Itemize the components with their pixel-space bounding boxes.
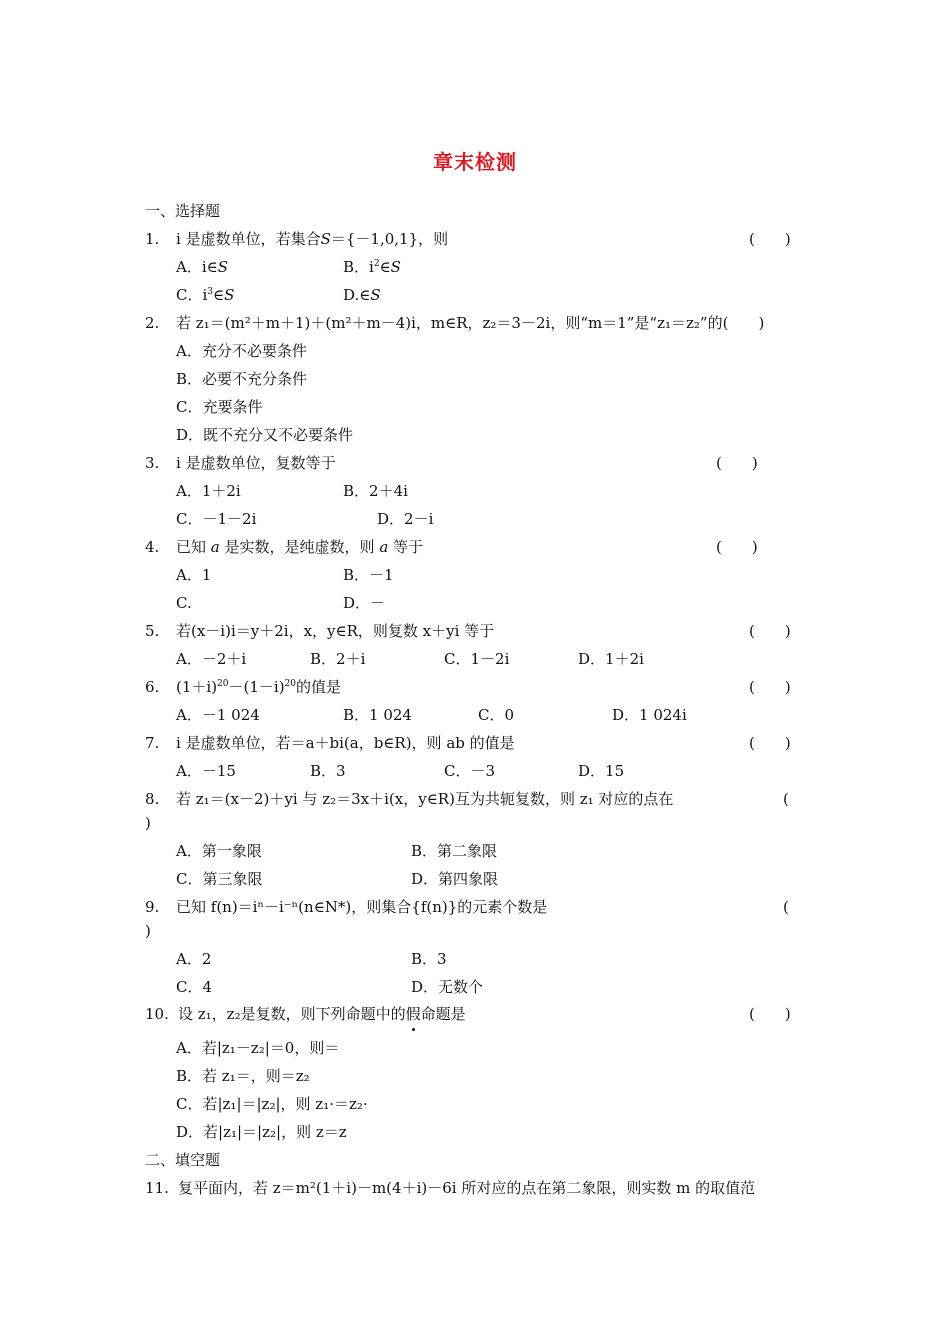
question-6-option-a: A．－1 024: [176, 706, 260, 724]
question-9-option-a: A．2: [176, 950, 212, 968]
question-3-option-c: C．－1－2i: [176, 510, 257, 528]
question-7-option-d: D．15: [578, 762, 625, 780]
question-9-paren-close: ): [145, 922, 151, 940]
question-7-stem: i 是虚数单位，若＝a＋bi(a，b∈R)，则 ab 的值是: [176, 734, 515, 752]
question-7-option-c: C．－3: [444, 762, 496, 780]
question-10-option-c: C．若|z₁|＝|z₂|，则 z₁·＝z₂·: [176, 1095, 368, 1113]
question-7-number: 7.: [145, 734, 160, 752]
question-5-number: 5.: [145, 622, 160, 640]
question-2-stem: 若 z₁＝(m²＋m＋1)＋(m²＋m－4)i，m∈R，z₂＝3－2i，则“m＝1”是“z₁＝z₂”的( ): [176, 314, 765, 332]
question-10-number: 10.: [145, 1005, 169, 1023]
question-9-number: 9.: [145, 898, 160, 916]
question-11-number: 11.: [145, 1179, 169, 1197]
question-2-option-a: A．充分不必要条件: [176, 342, 307, 360]
question-9-option-b: B．3: [411, 950, 447, 968]
question-6-option-b: B．1 024: [343, 706, 412, 724]
question-5-answer-paren: ( ): [749, 622, 791, 640]
question-8-stem: 若 z₁＝(x－2)＋yi 与 z₂＝3x＋i(x，y∈R)互为共轭复数，则 z₁ 对应的点在: [176, 790, 674, 808]
question-7-option-b: B．3: [310, 762, 346, 780]
question-5-option-c: C．1－2i: [444, 650, 510, 668]
question-9-option-d: D．无数个: [411, 978, 484, 996]
question-6-answer-paren: ( ): [749, 678, 791, 696]
question-10-option-b: B．若 z₁＝，则＝z₂: [176, 1067, 310, 1085]
question-10-stem: 设 z₁，z₂是复数，则下列命题中的假命题是: [178, 1005, 466, 1023]
question-1-option-d: D.∈S: [343, 286, 381, 304]
question-9-paren-open: (: [783, 898, 789, 916]
question-8-paren-close: ): [145, 814, 151, 832]
question-4-option-a: A．1: [176, 566, 212, 584]
question-10-answer-paren: ( ): [749, 1005, 791, 1023]
question-5-stem: 若(x－i)i＝y＋2i，x，y∈R，则复数 x＋yi 等于: [176, 622, 495, 640]
question-8-number: 8.: [145, 790, 160, 808]
question-3-answer-paren: ( ): [716, 454, 758, 472]
page-title: 章末检测: [433, 150, 517, 174]
question-4-option-c: C.: [176, 594, 192, 612]
question-1-option-a: A．i∈S: [176, 258, 229, 276]
question-5-option-b: B．2＋i: [310, 650, 366, 668]
question-2-option-c: C．充要条件: [176, 398, 263, 416]
question-6-number: 6.: [145, 678, 160, 696]
question-2-option-b: B．必要不充分条件: [176, 370, 308, 388]
question-3-option-d: D．2－i: [377, 510, 434, 528]
question-4-option-b: B．－1: [343, 566, 394, 584]
question-9-stem: 已知 f(n)＝iⁿ－i⁻ⁿ(n∈N*)，则集合{f(n)}的元素个数是: [176, 898, 548, 916]
question-3-option-a: A．1＋2i: [176, 482, 241, 500]
question-8-paren-open: (: [783, 790, 789, 808]
emphasis-dot-char: 假: [405, 1005, 421, 1023]
section-heading-choice: 一、选择题: [145, 202, 221, 220]
question-8-option-b: B．第二象限: [411, 842, 498, 860]
question-11-stem: 复平面内，若 z＝m²(1＋i)－m(4＋i)－6i 所对应的点在第二象限，则实数 m 的取值范: [178, 1179, 756, 1197]
question-6-option-d: D．1 024i: [612, 706, 687, 724]
question-5-option-d: D．1＋2i: [578, 650, 644, 668]
question-1-answer-paren: ( ): [749, 230, 791, 248]
question-3-option-b: B．2＋4i: [343, 482, 408, 500]
question-5-option-a: A．－2＋i: [176, 650, 247, 668]
question-8-option-a: A．第一象限: [176, 842, 262, 860]
section-heading-fill: 二、填空题: [145, 1151, 221, 1169]
question-7-option-a: A．－15: [176, 762, 236, 780]
question-3-number: 3.: [145, 454, 160, 472]
question-8-option-c: C．第三象限: [176, 870, 263, 888]
question-4-option-d: D．－: [343, 594, 386, 612]
question-2-option-d: D．既不充分又不必要条件: [176, 426, 354, 444]
question-1-option-c: C．$i^3\in S$: [176, 286, 235, 304]
question-10-option-a: A．若|z₁－z₂|＝0，则＝: [176, 1039, 340, 1057]
question-8-option-d: D．第四象限: [411, 870, 499, 888]
question-4-number: 4.: [145, 538, 160, 556]
question-3-stem: i 是虚数单位，复数等于: [176, 454, 336, 472]
question-9-option-c: C．4: [176, 978, 213, 996]
question-1-option-b: B．$i^2\in S$: [343, 258, 401, 276]
question-10-option-d: D．若|z₁|＝|z₂|，则 z＝z: [176, 1123, 347, 1141]
question-6-option-c: C．0: [478, 706, 515, 724]
question-1-stem: i 是虚数单位，若集合S＝{－1,0,1}，则: [176, 230, 449, 248]
question-6-stem: $(1+i)^{20}-(1-i)^{20}$的值是: [176, 678, 342, 696]
question-7-answer-paren: ( ): [749, 734, 791, 752]
question-4-stem: 已知 a 是实数，是纯虚数，则 a 等于: [176, 538, 424, 556]
question-2-number: 2.: [145, 314, 160, 332]
question-1-number: 1.: [145, 230, 160, 248]
question-4-answer-paren: ( ): [716, 538, 758, 556]
